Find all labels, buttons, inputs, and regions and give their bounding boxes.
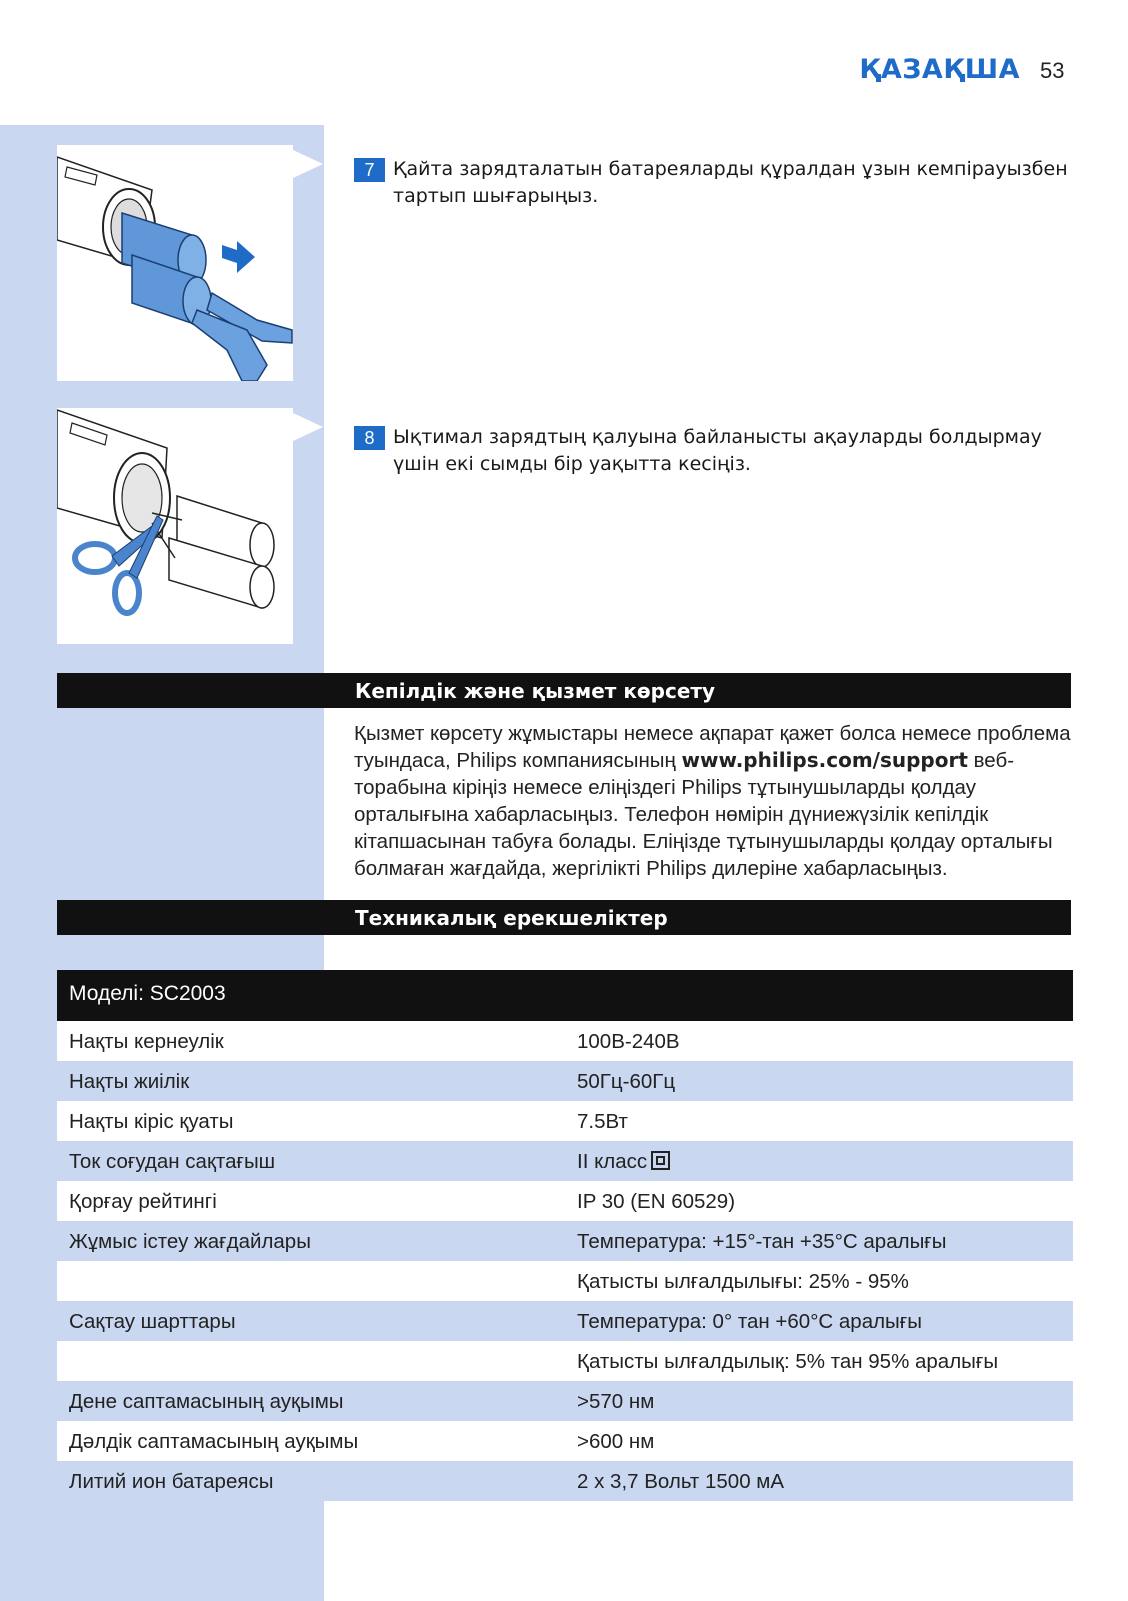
specs-table: [57, 970, 1073, 1501]
specs-table-header: [57, 970, 1073, 1021]
spec-value: 2 x 3,7 Вольт 1500 мА: [577, 1470, 785, 1493]
spec-label: Қорғау рейтингі: [69, 1190, 217, 1213]
spec-value: 7.5Вт: [577, 1110, 628, 1133]
spec-value: Қатысты ылғалдылығы: 25% - 95%: [577, 1270, 909, 1293]
step-text: Қайта зарядталатын батареяларды құралдан ұзын кемпірауызбен тартып шығарыңыз.: [393, 158, 1068, 207]
spec-label: Жұмыс істеу жағдайлары: [69, 1230, 311, 1253]
spec-value: II класс: [577, 1150, 648, 1173]
spec-value: >600 нм: [577, 1430, 655, 1453]
table-row: [57, 1461, 1073, 1501]
table-row: [57, 1181, 1073, 1221]
warranty-paragraph: [354, 720, 1074, 882]
spec-value: Қатысты ылғалдылық: 5% тан 95% аралығы: [577, 1350, 999, 1373]
spec-label: Нақты кіріс қуаты: [69, 1110, 234, 1133]
table-row: [57, 1341, 1073, 1381]
spec-value: Температура: 0° тан +60°C аралығы: [577, 1310, 923, 1333]
spec-label: Нақты кернеулік: [69, 1030, 224, 1053]
battery-removal-illustration: [57, 145, 293, 381]
section-title: Техникалық ерекшеліктер: [355, 906, 668, 930]
illustration-pointer: [293, 150, 323, 178]
support-link[interactable]: www.philips.com/support: [681, 748, 968, 772]
spec-value: IP 30 (EN 60529): [577, 1190, 736, 1213]
table-row: [57, 1381, 1073, 1421]
table-row: [57, 1061, 1073, 1101]
model-label: Моделі: SC2003: [69, 982, 226, 1005]
spec-value: 100В-240В: [577, 1030, 680, 1053]
table-row: [57, 1421, 1073, 1461]
spec-label: Ток соғудан сақтағыш: [69, 1150, 276, 1173]
spec-value: >570 нм: [577, 1390, 655, 1413]
spec-label: Сақтау шарттары: [69, 1310, 236, 1333]
table-row: [57, 1021, 1073, 1061]
spec-value: Температура: +15°-тан +35°C аралығы: [577, 1230, 947, 1253]
step-8: [354, 424, 1074, 478]
step-text: Ықтимал зарядтың қалуына байланысты ақауларды болдырмау үшін екі сымды бір уақытта кесіңіз.: [393, 426, 1042, 475]
illustration-pointer: [293, 413, 323, 441]
table-row: [57, 1101, 1073, 1141]
spec-label: Литий ион батареясы: [69, 1470, 274, 1493]
warranty-text-after: веб-торабына кіріңіз немесе еліңіздегі Philips тұтынушыларды қолдау орталығына хабарласыңыз. Телефон нөмірін дүниежүзілік кепілдік кітапшасынан табуға болады. Еліңізде тұтынушыларды қолдау орталығы болмаған жағдайда, жергілікті Philips дилеріне хабарласыңыз.: [354, 749, 1053, 880]
step-number-badge: 8: [354, 426, 385, 450]
spec-value-wrap: [577, 1150, 670, 1174]
step-7: [354, 156, 1074, 210]
language-title: ҚАЗАҚША: [859, 54, 1020, 85]
table-row: [57, 1221, 1073, 1261]
class-ii-symbol-icon: [651, 1151, 670, 1170]
spec-label: Дәлдік саптамасының ауқымы: [69, 1430, 359, 1453]
spec-label: Нақты жиілік: [69, 1070, 190, 1093]
spec-label: Дене саптамасының ауқымы: [69, 1390, 344, 1413]
table-row: [57, 1301, 1073, 1341]
step-number-badge: 7: [354, 158, 385, 182]
spec-value: 50Гц-60Гц: [577, 1070, 676, 1093]
warranty-section-header: [57, 673, 1071, 708]
wire-cutting-illustration: [57, 408, 293, 644]
table-row: [57, 1141, 1073, 1181]
section-title: Кепілдік және қызмет көрсету: [355, 679, 716, 703]
warranty-text-before: Қызмет көрсету жұмыстары немесе ақпарат қажет болса немесе проблема туындаса, Philips компаниясының: [354, 722, 1071, 772]
specs-section-header: [57, 900, 1071, 935]
table-row: [57, 1261, 1073, 1301]
page-number: 53: [1040, 58, 1065, 83]
